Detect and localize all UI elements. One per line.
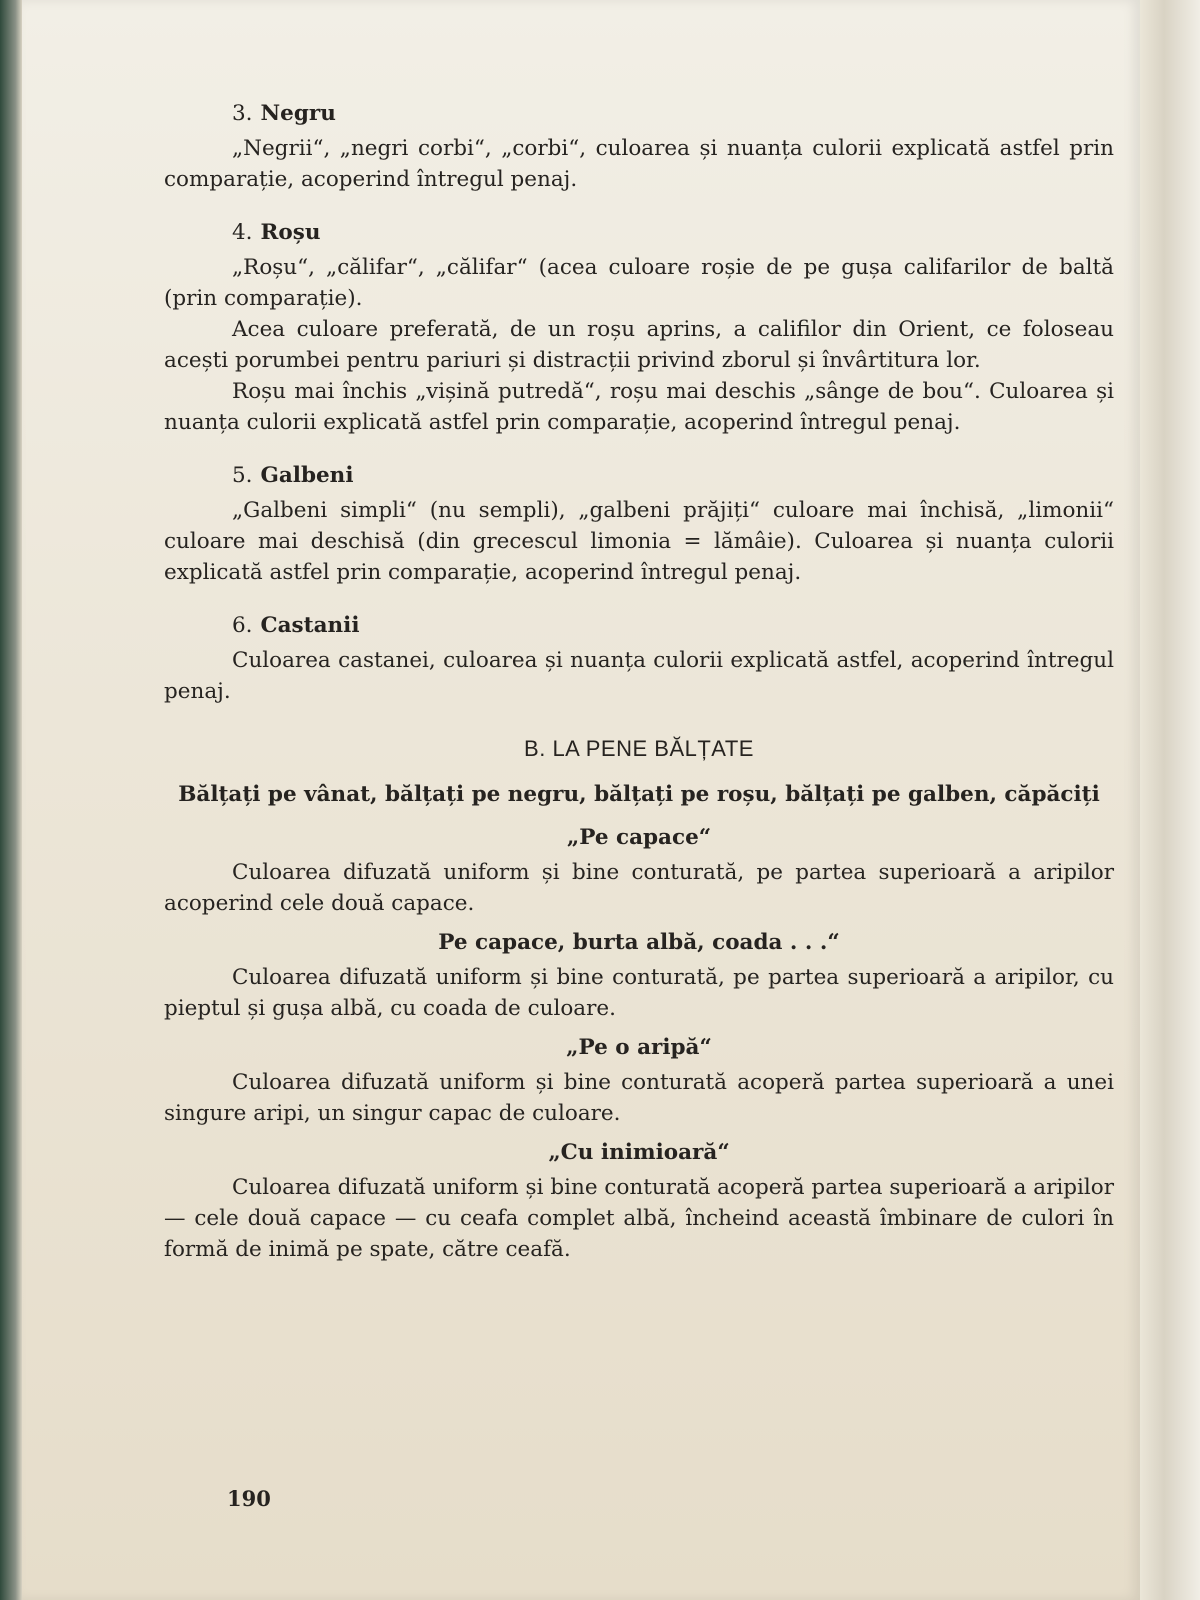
item-text: Culoarea difuzată uniform și bine conturată acoperă partea superioară a unei singure aripi, un singur capac de culoare. bbox=[164, 1070, 1114, 1126]
item-text: Culoarea difuzată uniform și bine conturată, pe partea superioară a aripilor acoperind cele două capace. bbox=[164, 860, 1114, 916]
section-heading: 4. Roșu bbox=[232, 220, 321, 245]
item-title: „Cu inimioară“ bbox=[548, 1140, 730, 1165]
item-cu-inimioara bbox=[164, 1137, 1114, 1265]
item-pe-o-aripa bbox=[164, 1032, 1114, 1129]
paragraph: „Roșu“, „călifar“, „călifar“ (acea culoare roșie de pe gușa califarilor de baltă (prin comparație). bbox=[164, 255, 1114, 311]
paragraph: „Galbeni simpli“ (nu sempli), „galbeni prăjiți“ culoare mai închisă, „limonii“ culoare mai deschisă (din grecescul limonia = lămâie). Culoarea și nuanța culorii explicată astfel prin comparație, acoperind întregul penaj. bbox=[164, 498, 1114, 585]
section-heading: 5. Galbeni bbox=[232, 463, 354, 488]
section-rosu bbox=[164, 217, 1114, 438]
book-edge-right bbox=[1140, 0, 1200, 1600]
section-heading: 6. Castanii bbox=[232, 613, 360, 638]
section-heading: 3. Negru bbox=[232, 101, 336, 126]
section-negru bbox=[164, 98, 1114, 195]
item-title: Pe capace, burta albă, coada . . .“ bbox=[438, 930, 840, 955]
book-gutter-left bbox=[0, 0, 22, 1600]
page-number: 190 bbox=[227, 1486, 271, 1511]
book-page bbox=[22, 0, 1140, 1600]
item-text: Culoarea difuzată uniform și bine conturată, pe partea superioară a aripilor, cu pieptul și gușa albă, cu coada de culoare. bbox=[164, 965, 1114, 1021]
paragraph: Culoarea castanei, culoarea și nuanța culorii explicată astfel, acoperind întregul penaj. bbox=[164, 648, 1114, 704]
paragraph: Acea culoare preferată, de un roșu aprins, a califilor din Orient, ce foloseau acești porumbei pentru pariuri și distracții privind zborul și învârtitura lor. bbox=[164, 317, 1114, 373]
item-title: „Pe capace“ bbox=[566, 825, 712, 850]
page-text bbox=[164, 98, 1114, 1265]
paragraph: Roșu mai închis „vișină putredă“, roșu mai deschis „sânge de bou“. Culoarea și nuanța culorii explicată astfel prin comparație, acoperind întregul penaj. bbox=[164, 379, 1114, 435]
section-b-subtitle: Bălțați pe vânat, bălțați pe negru, bălțați pe roșu, bălțați pe galben, căpăciți bbox=[178, 782, 1100, 807]
item-text: Culoarea difuzată uniform și bine conturată acoperă partea superioară a aripilor — cele două capace — cu ceafa complet albă, încheind această îmbinare de culori în formă de inimă pe spate, către ceafă. bbox=[164, 1175, 1114, 1262]
item-title: „Pe o aripă“ bbox=[566, 1035, 712, 1060]
section-castanii bbox=[164, 610, 1114, 707]
item-pe-capace bbox=[164, 822, 1114, 919]
paragraph: „Negrii“, „negri corbi“, „corbi“, culoarea și nuanța culorii explicată astfel prin comparație, acoperind întregul penaj. bbox=[164, 136, 1114, 192]
section-b-title: B. LA PENE BĂLȚATE bbox=[524, 736, 754, 761]
section-galbeni bbox=[164, 460, 1114, 588]
item-pe-capace-burta-alba bbox=[164, 927, 1114, 1024]
